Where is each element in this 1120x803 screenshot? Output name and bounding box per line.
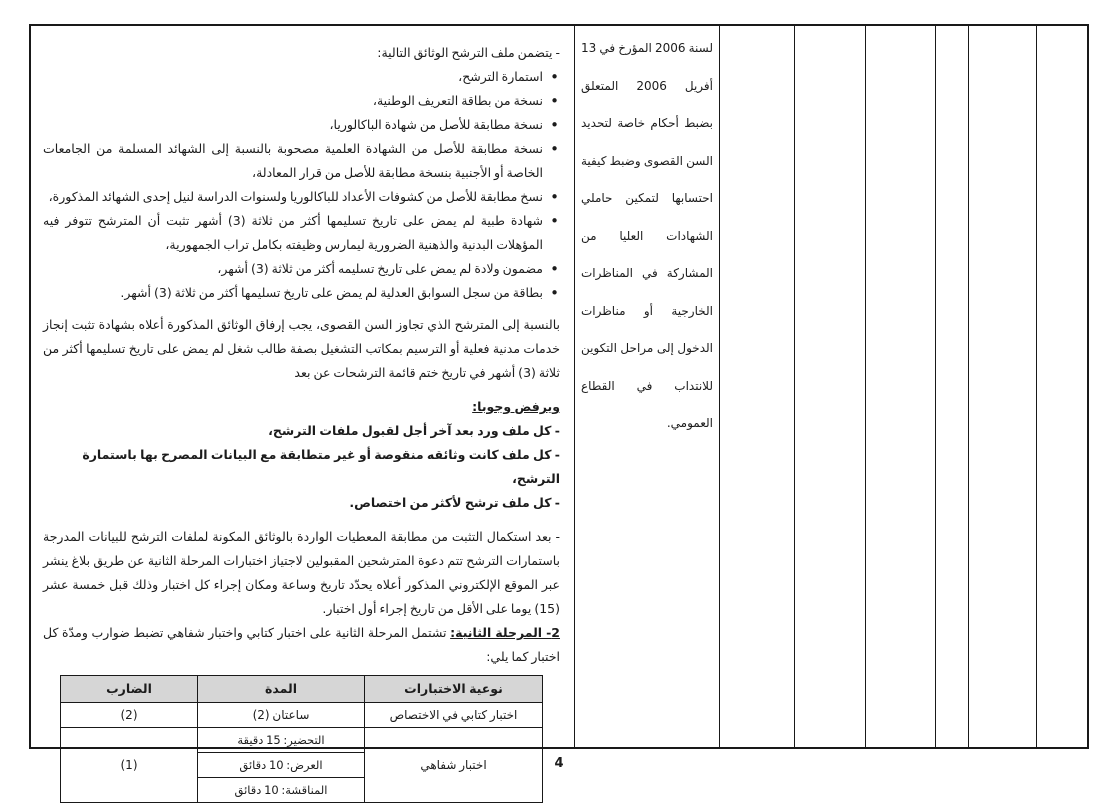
exam-header-duration: المدة <box>198 676 365 703</box>
document-bullet-3: • نسخة مطابقة للأصل من شهادة الباكالوريا، <box>43 113 560 137</box>
exam-oral-row <box>61 728 543 753</box>
documents-intro-line: - يتضمن ملف الترشح الوثائق التالية: <box>377 45 560 60</box>
document-bullet-4: • نسخة مطابقة للأصل من الشهادة العلمية مصحوبة بالنسبة إلى الشهائد المسلمة من الجامعات الخاصة أو الأجنبية بنسخة مطابقة للأصل من قرار المعادلة، <box>43 137 560 185</box>
document-grid <box>29 24 1089 797</box>
written-exam-type: اختبار كتابي في الاختصاص <box>365 703 543 728</box>
oral-exam-coefficient: (1) <box>61 728 198 803</box>
oral-exam-type: اختبار شفاهي <box>365 728 543 803</box>
rejection-item-1: - كل ملف ورد بعد آخر أجل لقبول ملفات الترشح، <box>268 423 560 438</box>
rejection-item-3: - كل ملف ترشح لأكثر من اختصاص. <box>349 495 560 510</box>
empty-column-cell <box>968 26 1036 747</box>
written-exam-duration: ساعتان (2) <box>198 703 365 728</box>
empty-column-cell <box>794 26 865 747</box>
phase2-text: تشتمل المرحلة الثانية على اختبار كتابي واختبار شفاهي تضبط ضوارب ومدّة كل اختبار كما يلي: <box>43 625 560 664</box>
phase2-invite-paragraph: - بعد استكمال التثبت من مطابقة المعطيات الواردة بالوثائق المكونة لملفات الترشح للبيانات المدرجة باستمارات الترشح تتم دعوة المترشحين المقبولين لاجتياز اختبارات المرحلة الثانية عن طريق بلاغ ينشر عبر الموقع الإلكتروني المذكور أعلاه يحدّد تاريخ وساعة ومكان إجراء كل اختبار وذلك قبل خمسة عشر (15) يوما على الأقل من تاريخ إجراء أول اختبار. <box>43 529 560 616</box>
rejection-item-2: - كل ملف كانت وثائقه منقوصة أو غير متطابقة مع البيانات المصرح بها باستمارة الترشح، <box>82 447 560 486</box>
side-column-paragraph: لسنة 2006 المؤرخ في 13 أفريل 2006 المتعلق بضبط أحكام خاصة لتحديد السن القصوى وضبط كيفية احتسابها لتمكين حاملي الشهادات العليا من المشاركة في المناظرات الخارجية أو مناظرات الدخول إلى مراحل التكوين للانتداب في القطاع العمومي. <box>581 41 713 430</box>
empty-column-cell <box>719 26 794 747</box>
oral-duration-presentation: العرض: 10 دقائق <box>198 753 365 778</box>
rejection-heading-line <box>43 395 560 419</box>
document-bullet-6: • شهادة طبية لم يمض على تاريخ تسليمها أكثر من ثلاثة (3) أشهر تثبت أن المترشح تتوفر فيه المؤهلات البدنية والذهنية الضرورية ليمارس وظيفته بكامل تراب الجمهورية، <box>43 209 560 257</box>
exam-header-type: نوعية الاختبارات <box>365 676 543 703</box>
document-bullet-5: • نسخ مطابقة للأصل من كشوفات الأعداد للباكالوريا ولسنوات الدراسة لنيل إحدى الشهائد المذكورة، <box>43 185 560 209</box>
exam-table <box>60 675 543 803</box>
empty-column-cell <box>1036 26 1087 747</box>
phase2-line <box>43 621 560 669</box>
exam-written-row <box>61 703 543 728</box>
empty-column-cell <box>865 26 935 747</box>
document-bullet-1: • استمارة الترشح، <box>43 65 560 89</box>
phase2-label: 2- المرحلة الثانية: <box>450 625 560 640</box>
main-text-column <box>31 26 574 797</box>
oral-duration-discussion: المناقشة: 10 دقائق <box>198 778 365 803</box>
oral-duration-preparation: التحضير: 15 دقيقة <box>198 728 365 753</box>
written-exam-coefficient: (2) <box>61 703 198 728</box>
document-bullet-2: • نسخة من بطاقة التعريف الوطنية، <box>43 89 560 113</box>
page-number: 4 <box>554 756 564 771</box>
empty-column-cell <box>935 26 968 747</box>
rejection-heading: ويرفض وجوبا: <box>472 399 560 414</box>
exam-header-coefficient: الضارب <box>61 676 198 703</box>
over-age-paragraph: بالنسبة إلى المترشح الذي تجاوز السن القصوى، يجب إرفاق الوثائق المذكورة أعلاه بشهادة تثبت إنجاز خدمات مدنية فعلية أو الترسيم بمكاتب التشغيل بصفة طالب شغل لم يمض على تاريخ تسليمها أكثر من ثلاثة (3) أشهر في تاريخ ختم قائمة الترشحات عن بعد <box>43 317 560 380</box>
exam-table-header-row <box>61 676 543 703</box>
document-bullet-7: • مضمون ولادة لم يمض على تاريخ تسليمه أكثر من ثلاثة (3) أشهر، <box>43 257 560 281</box>
document-bullet-8: • بطاقة من سجل السوابق العدلية لم يمض على تاريخ تسليمها أكثر من ثلاثة (3) أشهر. <box>43 281 560 305</box>
side-text-column <box>574 26 719 747</box>
